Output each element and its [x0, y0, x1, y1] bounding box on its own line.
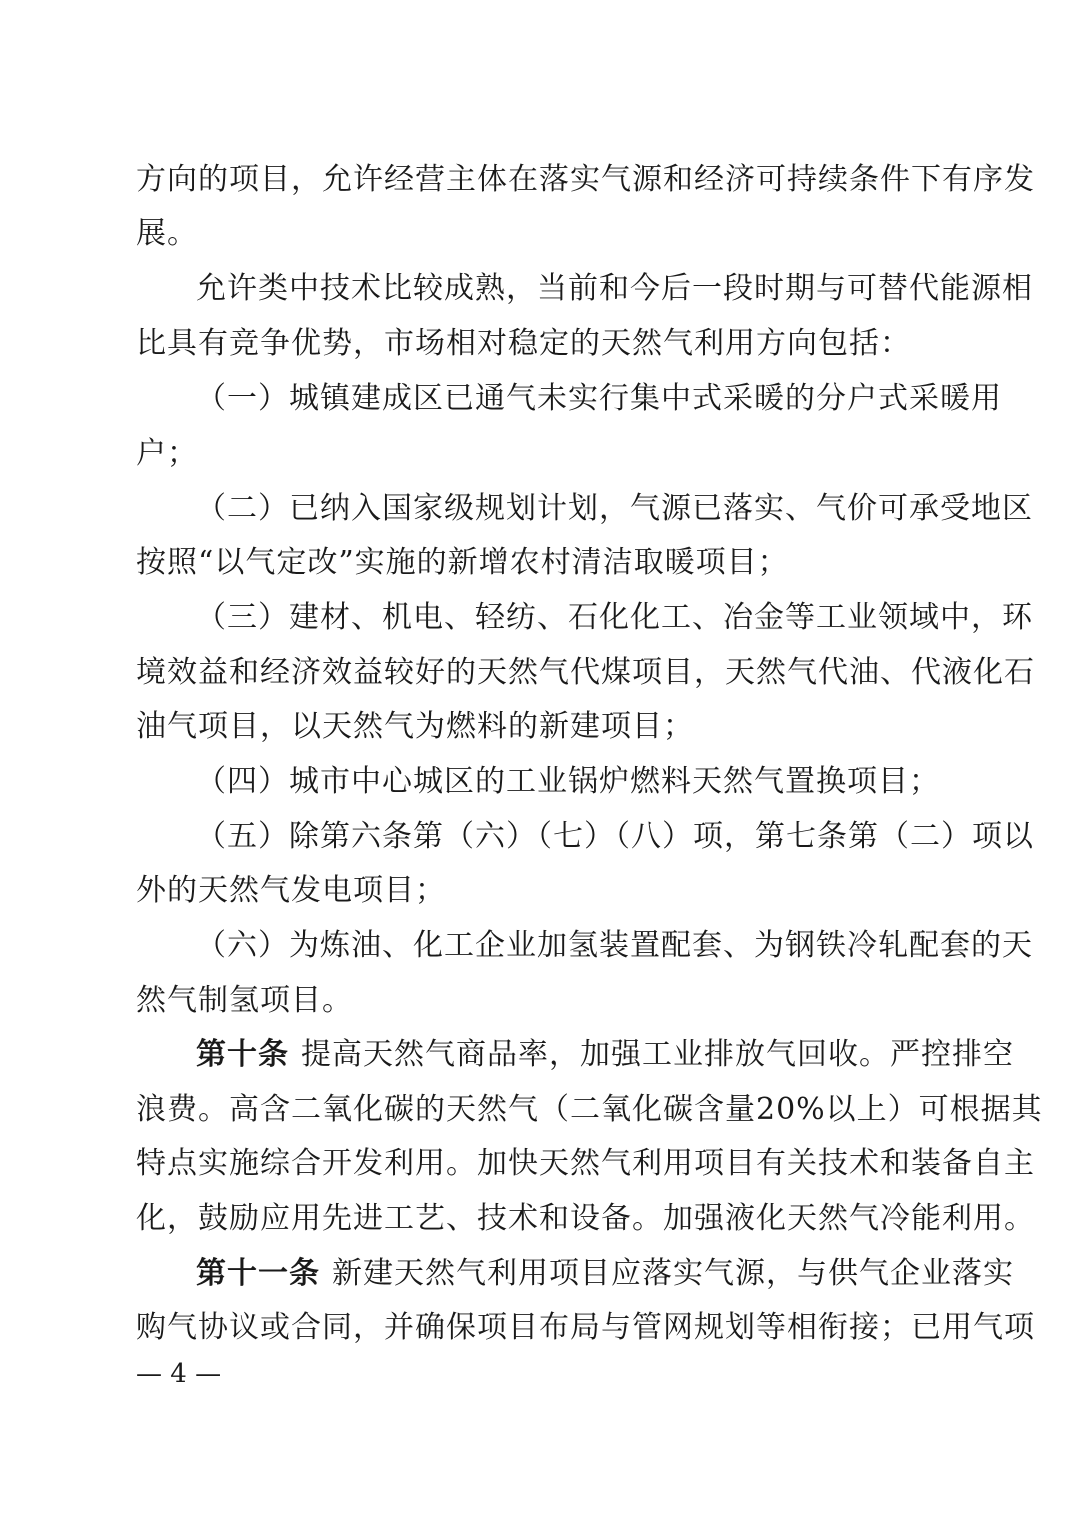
article-heading: 第十一条	[196, 1256, 320, 1291]
list-item-line: 按照“以气定改”实施的新增农村清洁取暖项目；	[136, 545, 789, 580]
list-item-line: （一）城镇建成区已通气未实行集中式采暖的分户式采暖用	[196, 381, 1002, 416]
list-item-line: （四）城市中心城区的工业锅炉燃料天然气置换项目；	[196, 764, 940, 799]
list-item-line: 外的天然气发电项目；	[136, 873, 446, 908]
paragraph-line: 比具有竞争优势，市场相对稳定的天然气利用方向包括：	[136, 326, 911, 361]
list-item-line: 然气制氢项目。	[136, 983, 353, 1018]
list-item-line: （六）为炼油、化工企业加氢装置配套、为钢铁冷轧配套的天	[196, 928, 1033, 963]
list-item-line: （三）建材、机电、轻纺、石化化工、冶金等工业领域中，环	[196, 600, 1033, 635]
list-item-line: 境效益和经济效益较好的天然气代煤项目，天然气代油、代液化石	[136, 655, 1035, 690]
list-item-line: （二）已纳入国家级规划计划，气源已落实、气价可承受地区	[196, 491, 1033, 526]
article-text: 新建天然气利用项目应落实气源，与供气企业落实	[332, 1256, 1014, 1291]
article-line	[196, 1037, 1014, 1073]
paragraph-line: 允许类中技术比较成熟，当前和今后一段时期与可替代能源相	[196, 271, 1033, 306]
list-item-line: 户；	[136, 436, 198, 471]
list-item-line: （五）除第六条第（六）（七）（八）项，第七条第（二）项以	[196, 819, 1034, 854]
article-line: 购气协议或合同，并确保项目布局与管网规划等相衔接；已用气项	[136, 1310, 1035, 1345]
list-item-line: 油气项目，以天然气为燃料的新建项目；	[136, 709, 694, 744]
article-line	[196, 1256, 1014, 1292]
article-text: 提高天然气商品率，加强工业排放气回收。严控排空	[301, 1037, 1014, 1072]
page-number: — 4 —	[136, 1359, 222, 1389]
paragraph-line: 方向的项目，允许经营主体在落实气源和经济可持续条件下有序发	[136, 162, 1035, 197]
article-line: 浪费。高含二氧化碳的天然气（二氧化碳含量20%以上）可根据其	[136, 1092, 1043, 1127]
article-line: 特点实施综合开发利用。加快天然气利用项目有关技术和装备自主	[136, 1146, 1035, 1181]
article-line: 化，鼓励应用先进工艺、技术和设备。加强液化天然气冷能利用。	[136, 1201, 1035, 1236]
paragraph-line: 展。	[136, 216, 198, 251]
article-heading: 第十条	[196, 1037, 289, 1072]
